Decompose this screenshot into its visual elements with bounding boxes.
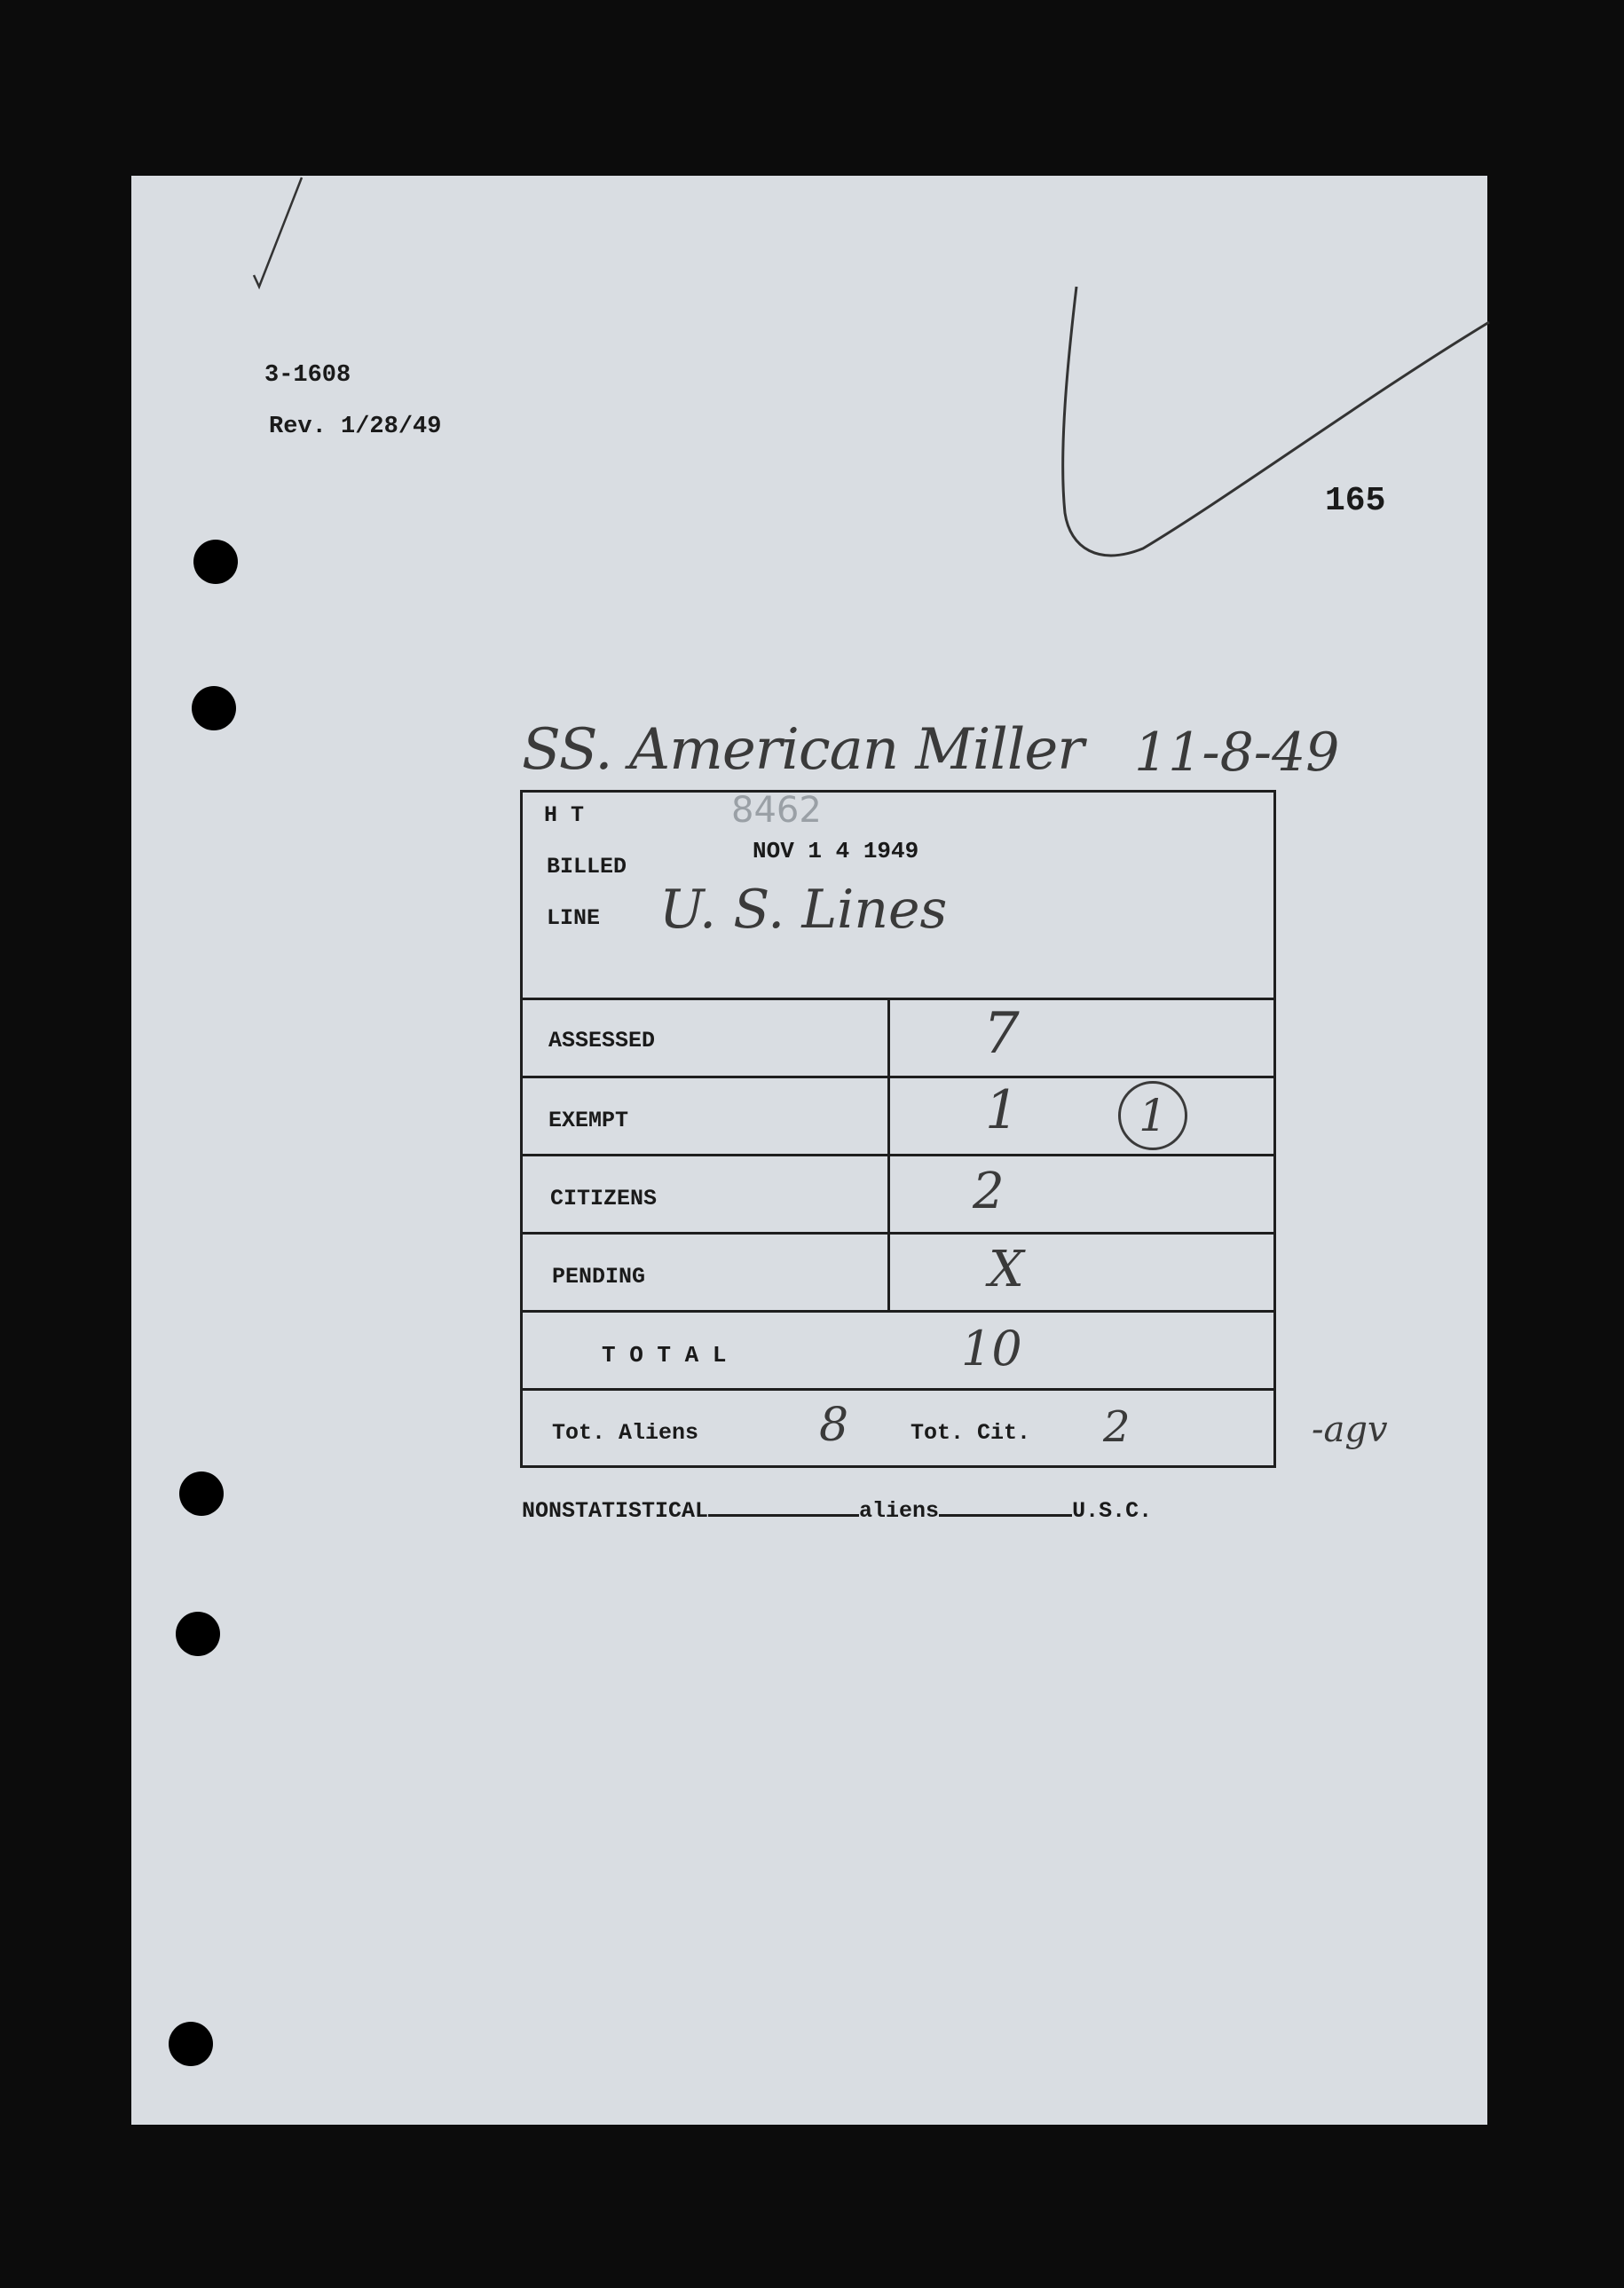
pending-value: X	[989, 1241, 1024, 1298]
check-mark-icon	[238, 176, 327, 291]
line-name: U. S. Lines	[659, 879, 948, 941]
billed-date-stamp: NOV 1 4 1949	[753, 838, 919, 864]
nonstatistical-label: NONSTATISTICAL	[522, 1498, 709, 1524]
exempt-value: 1	[985, 1079, 1020, 1141]
vessel-name: SS. American Miller	[522, 717, 1084, 783]
punch-hole	[179, 1471, 224, 1516]
tot-cit-label: Tot. Cit.	[911, 1420, 1031, 1446]
citizens-label: CITIZENS	[550, 1186, 658, 1211]
total-value: 10	[961, 1321, 1022, 1377]
punch-hole	[193, 540, 238, 584]
row-divider	[520, 1388, 1276, 1391]
row-divider	[520, 1154, 1276, 1156]
large-check-mark-icon	[1028, 282, 1507, 575]
exempt-label: EXEMPT	[548, 1108, 629, 1133]
assessed-value: 7	[983, 1001, 1020, 1067]
reviewer-initials: -agv	[1312, 1409, 1388, 1450]
page-number: 165	[1325, 482, 1386, 520]
pending-label: PENDING	[552, 1264, 646, 1290]
assessed-label: ASSESSED	[548, 1028, 656, 1053]
billed-label: BILLED	[547, 854, 627, 880]
ht-number-stamp: 8462	[731, 790, 822, 831]
total-label: T O T A L	[602, 1342, 727, 1369]
row-divider	[520, 1076, 1276, 1078]
row-divider	[520, 998, 1276, 1000]
tot-aliens-value: 8	[819, 1399, 849, 1452]
nonstatistical-usc-blank	[939, 1514, 1072, 1517]
aliens-label: aliens	[859, 1498, 940, 1524]
column-divider	[887, 998, 890, 1310]
citizens-value: 2	[973, 1163, 1005, 1220]
nonstatistical-line	[522, 1498, 1152, 1524]
form-revision: Rev. 1/28/49	[269, 414, 442, 440]
ht-label: H T	[544, 802, 585, 828]
row-divider	[520, 1232, 1276, 1235]
document-sheet	[131, 176, 1487, 2125]
arrival-date: 11-8-49	[1134, 722, 1340, 784]
punch-hole	[176, 1612, 220, 1656]
nonstatistical-aliens-blank	[708, 1514, 859, 1517]
tot-cit-value: 2	[1103, 1402, 1131, 1452]
punch-hole	[192, 686, 236, 730]
tot-aliens-label: Tot. Aliens	[552, 1420, 699, 1446]
punch-hole	[169, 2022, 213, 2066]
exempt-circled-value: 1	[1118, 1081, 1187, 1150]
form-number: 3-1608	[264, 362, 351, 389]
line-label: LINE	[547, 905, 601, 931]
usc-label: U.S.C.	[1072, 1498, 1153, 1524]
row-divider	[520, 1310, 1276, 1313]
